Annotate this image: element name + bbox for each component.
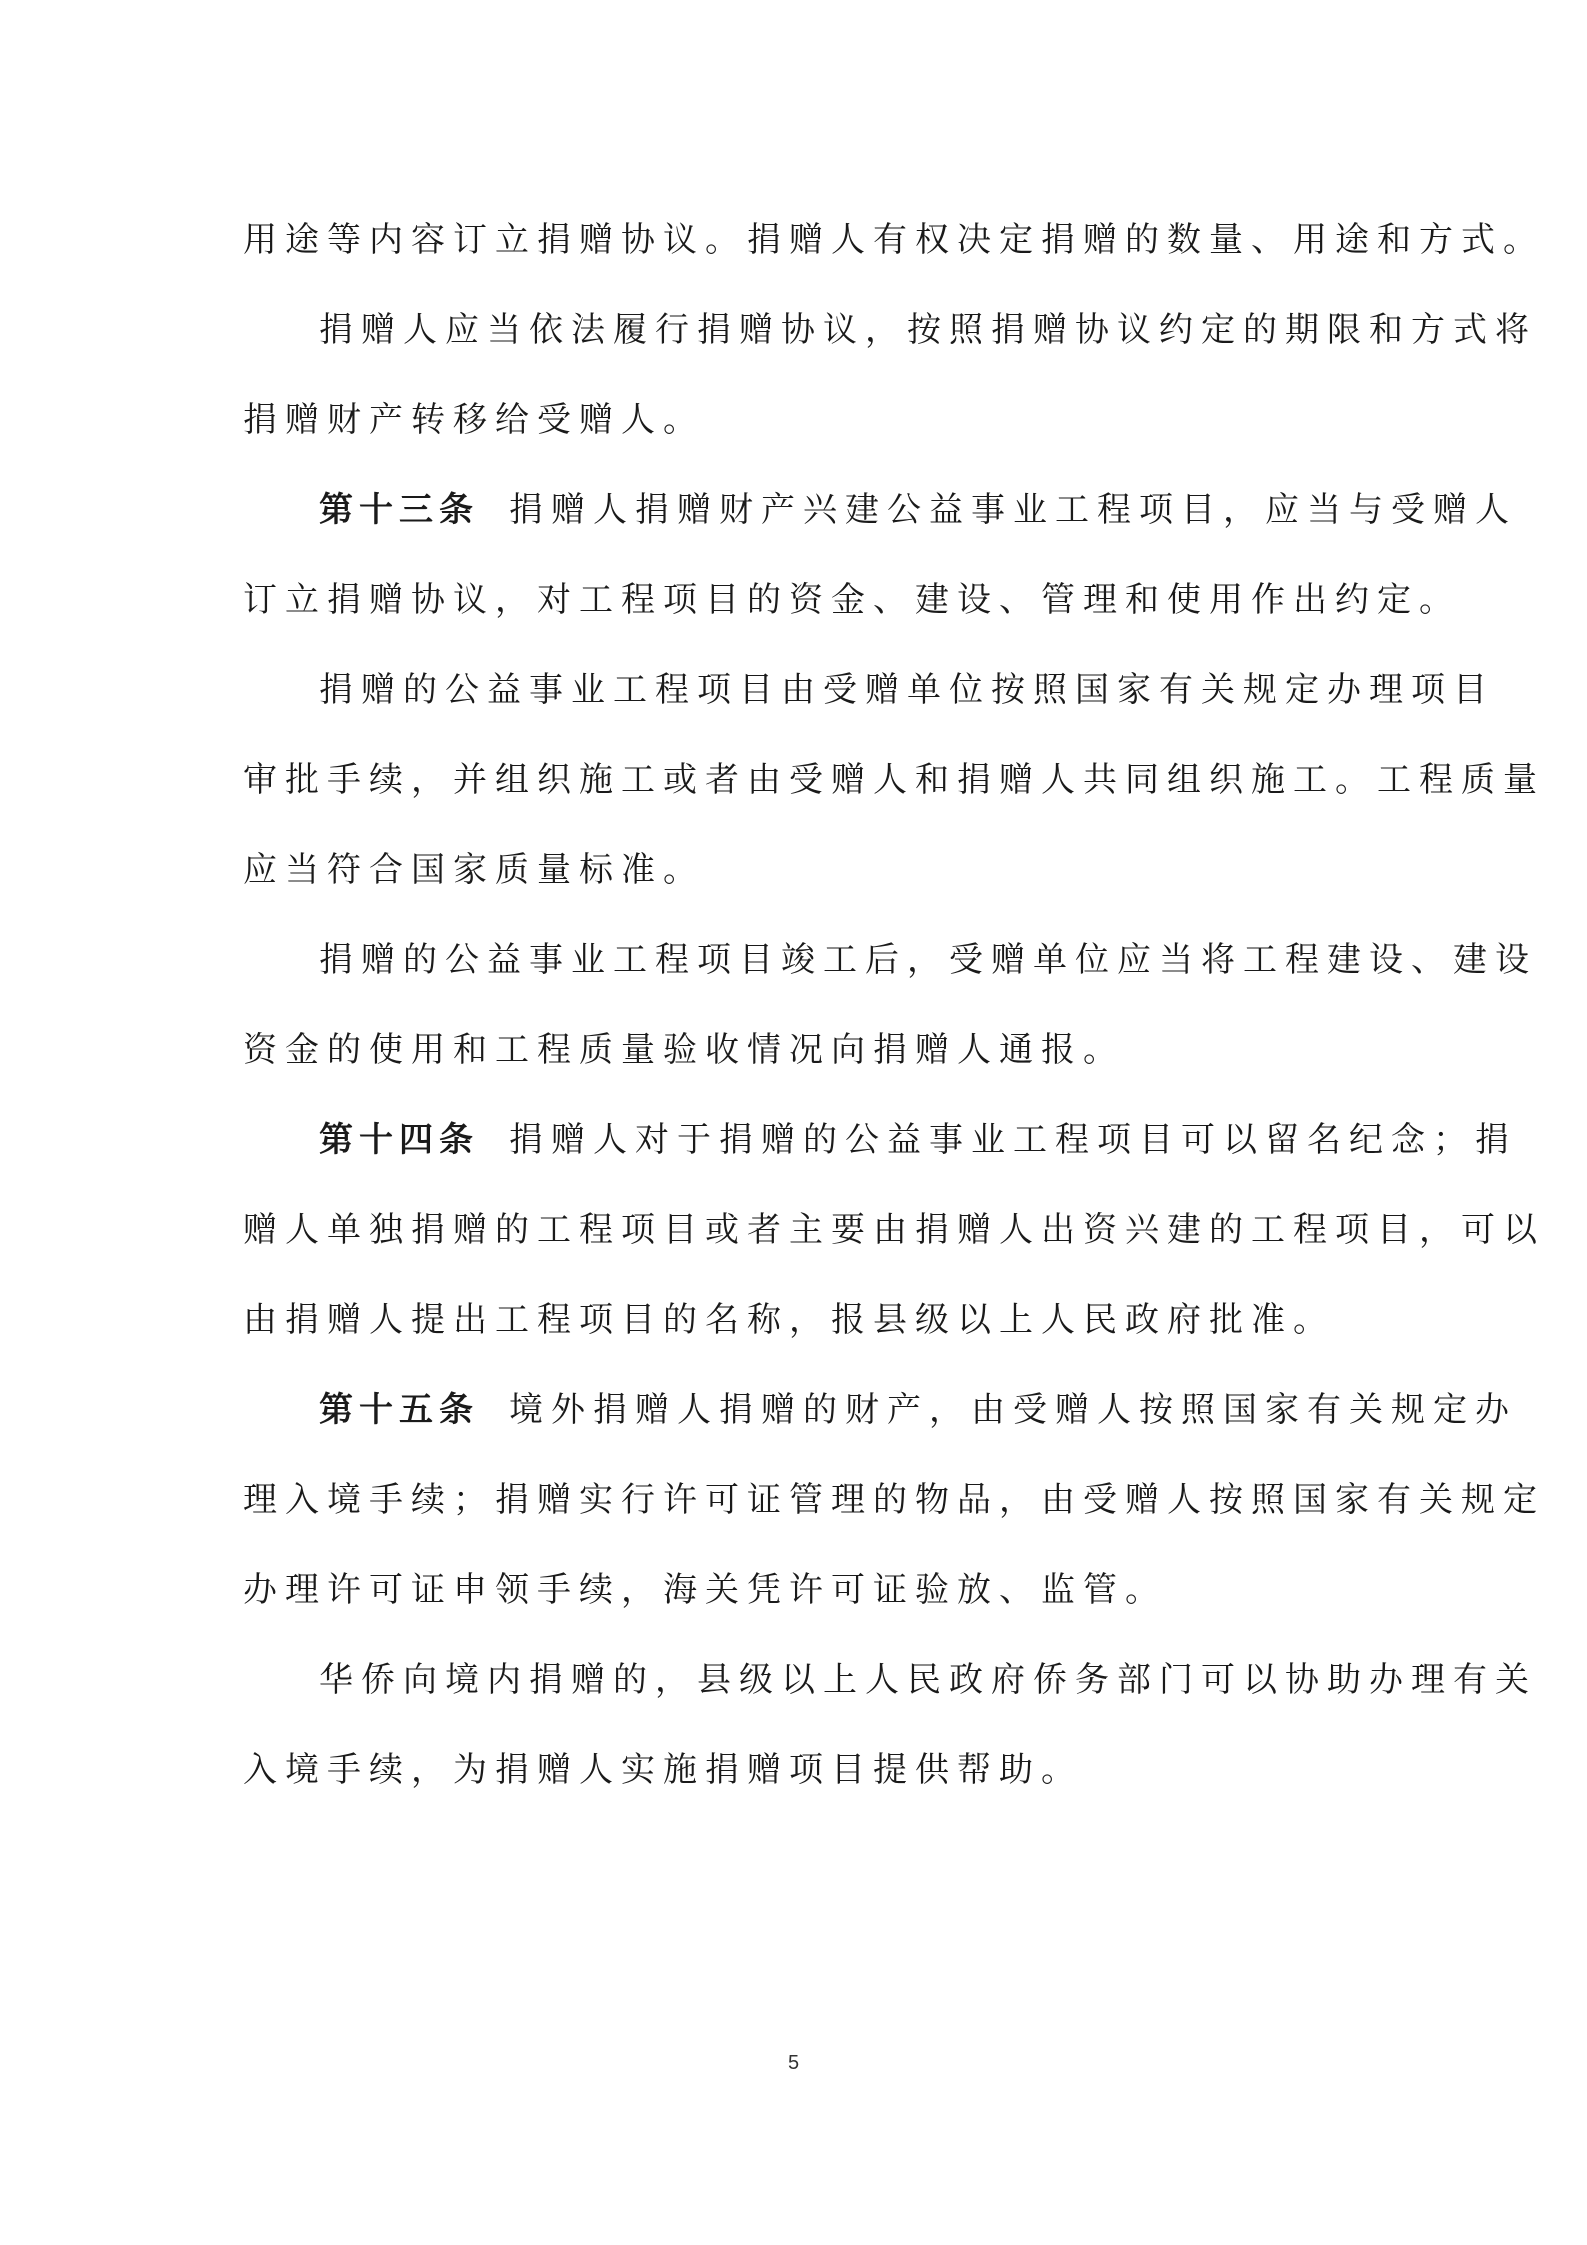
article-13-text: 捐赠人捐赠财产兴建公益事业工程项目，应当与受赠人 bbox=[509, 490, 1517, 530]
text-line: 捐赠财产转移给受赠人。 bbox=[243, 400, 705, 440]
article-13-heading: 第十三条 bbox=[319, 490, 479, 530]
article-15-heading: 第十五条 bbox=[319, 1390, 479, 1430]
article-15-text: 境外捐赠人捐赠的财产，由受赠人按照国家有关规定办 bbox=[509, 1390, 1517, 1430]
article-15-line bbox=[243, 1365, 1517, 1455]
text-line: 捐赠的公益事业工程项目由受赠单位按照国家有关规定办理项目 bbox=[319, 670, 1495, 710]
page-number: 5 bbox=[787, 2052, 800, 2074]
article-14-line bbox=[243, 1095, 1517, 1185]
article-14-text: 捐赠人对于捐赠的公益事业工程项目可以留名纪念；捐 bbox=[509, 1120, 1517, 1160]
text-line: 资金的使用和工程质量验收情况向捐赠人通报。 bbox=[243, 1030, 1125, 1070]
article-13-line bbox=[243, 465, 1517, 555]
text-line: 赠人单独捐赠的工程项目或者主要由捐赠人出资兴建的工程项目，可以 bbox=[243, 1210, 1545, 1250]
document-body bbox=[243, 195, 1545, 1815]
text-line: 华侨向境内捐赠的，县级以上人民政府侨务部门可以协助办理有关 bbox=[319, 1660, 1537, 1700]
text-line: 捐赠人应当依法履行捐赠协议，按照捐赠协议约定的期限和方式将 bbox=[319, 310, 1537, 350]
text-line: 入境手续，为捐赠人实施捐赠项目提供帮助。 bbox=[243, 1750, 1083, 1790]
text-line: 理入境手续；捐赠实行许可证管理的物品，由受赠人按照国家有关规定 bbox=[243, 1480, 1545, 1520]
text-line: 应当符合国家质量标准。 bbox=[243, 850, 705, 890]
text-line: 订立捐赠协议，对工程项目的资金、建设、管理和使用作出约定。 bbox=[243, 580, 1461, 620]
text-line: 由捐赠人提出工程项目的名称，报县级以上人民政府批准。 bbox=[243, 1300, 1335, 1340]
text-line: 办理许可证申领手续，海关凭许可证验放、监管。 bbox=[243, 1570, 1167, 1610]
text-line: 捐赠的公益事业工程项目竣工后，受赠单位应当将工程建设、建设 bbox=[319, 940, 1537, 980]
text-line: 用途等内容订立捐赠协议。捐赠人有权决定捐赠的数量、用途和方式。 bbox=[243, 220, 1545, 260]
article-14-heading: 第十四条 bbox=[319, 1120, 479, 1160]
text-line: 审批手续，并组织施工或者由受赠人和捐赠人共同组织施工。工程质量 bbox=[243, 760, 1545, 800]
